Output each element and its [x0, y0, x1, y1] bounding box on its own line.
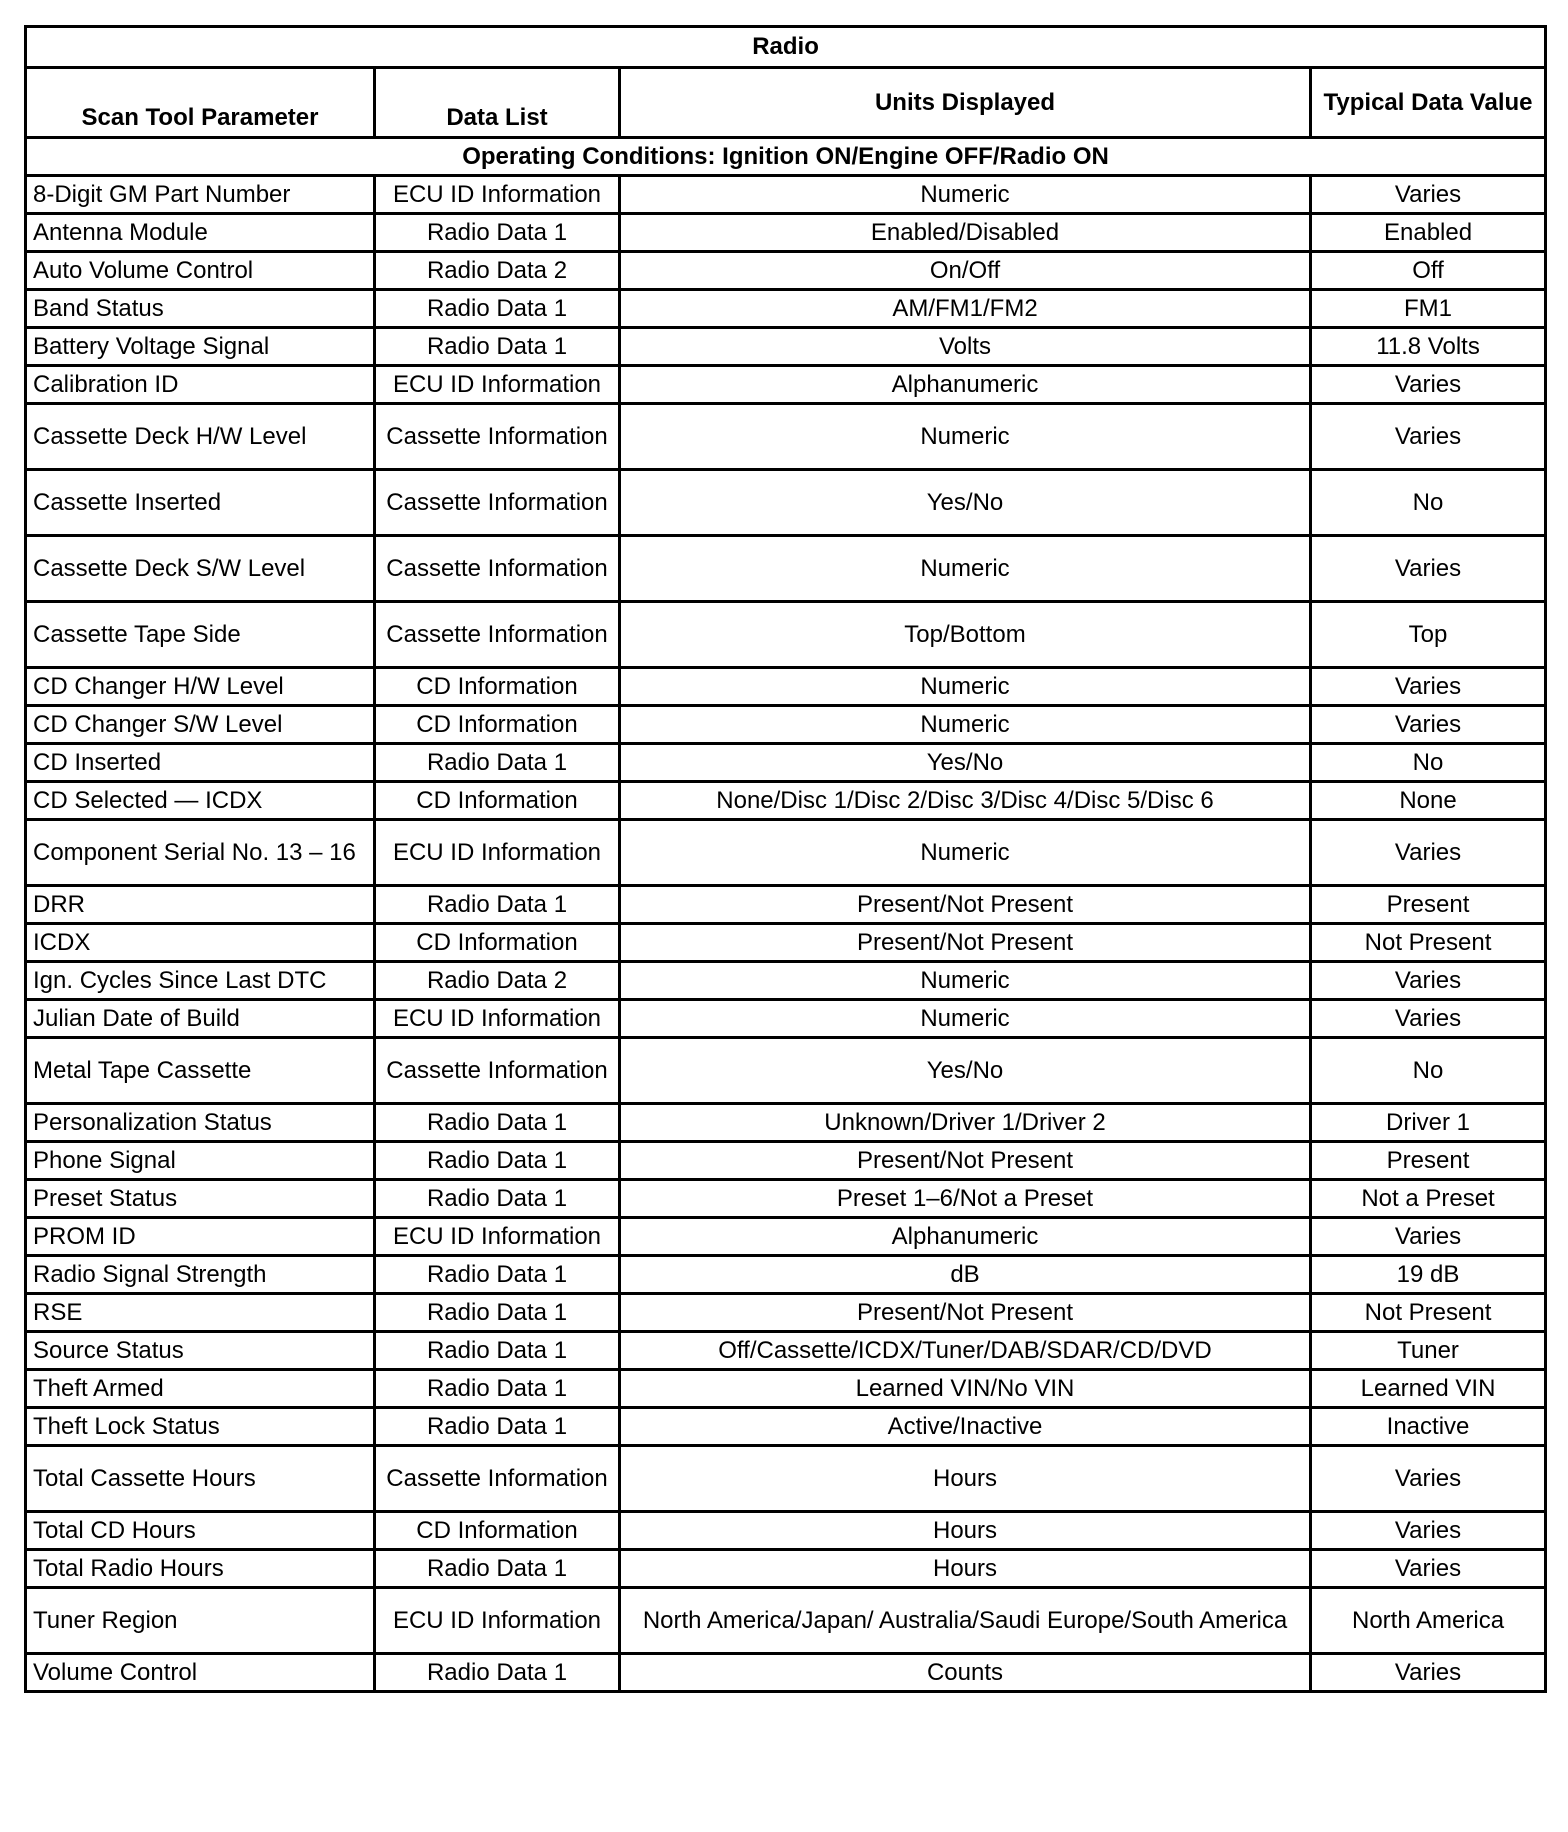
units-cell: Off/Cassette/ICDX/Tuner/DAB/SDAR/CD/DVD	[620, 1332, 1311, 1370]
table-row	[26, 1332, 1546, 1370]
header-typical-data-value: Typical Data Value	[1311, 68, 1546, 138]
table-row	[26, 1446, 1546, 1512]
table-row	[26, 1038, 1546, 1104]
table-row	[26, 290, 1546, 328]
table-row	[26, 404, 1546, 470]
data-list-cell: ECU ID Information	[375, 176, 620, 214]
data-list-cell: Radio Data 1	[375, 1370, 620, 1408]
units-cell: Alphanumeric	[620, 366, 1311, 404]
param-cell: Radio Signal Strength	[26, 1256, 375, 1294]
table-row	[26, 470, 1546, 536]
units-cell: Hours	[620, 1550, 1311, 1588]
data-list-cell: ECU ID Information	[375, 1000, 620, 1038]
table-row	[26, 1218, 1546, 1256]
table-row	[26, 706, 1546, 744]
param-cell: PROM ID	[26, 1218, 375, 1256]
data-list-cell: Cassette Information	[375, 602, 620, 668]
units-cell: dB	[620, 1256, 1311, 1294]
units-cell: Learned VIN/No VIN	[620, 1370, 1311, 1408]
data-list-cell: Radio Data 1	[375, 290, 620, 328]
data-list-cell: Cassette Information	[375, 1038, 620, 1104]
units-cell: Yes/No	[620, 744, 1311, 782]
table-row	[26, 1294, 1546, 1332]
table-row	[26, 1000, 1546, 1038]
typical-value-cell: No	[1311, 1038, 1546, 1104]
radio-data-table	[24, 25, 1547, 1693]
typical-value-cell: Varies	[1311, 366, 1546, 404]
units-cell: On/Off	[620, 252, 1311, 290]
data-list-cell: Radio Data 1	[375, 1180, 620, 1218]
param-cell: Band Status	[26, 290, 375, 328]
typical-value-cell: 19 dB	[1311, 1256, 1546, 1294]
data-list-cell: Cassette Information	[375, 536, 620, 602]
typical-value-cell: Not Present	[1311, 1294, 1546, 1332]
units-cell: AM/FM1/FM2	[620, 290, 1311, 328]
table-row	[26, 1180, 1546, 1218]
units-cell: Top/Bottom	[620, 602, 1311, 668]
data-list-cell: Radio Data 1	[375, 1294, 620, 1332]
param-cell: Metal Tape Cassette	[26, 1038, 375, 1104]
operating-conditions-row: Operating Conditions: Ignition ON/Engine OFF/Radio ON	[26, 138, 1546, 176]
data-list-cell: CD Information	[375, 706, 620, 744]
table-row	[26, 924, 1546, 962]
units-cell: Yes/No	[620, 470, 1311, 536]
data-list-cell: Radio Data 1	[375, 328, 620, 366]
data-list-cell: Cassette Information	[375, 1446, 620, 1512]
table-row	[26, 668, 1546, 706]
param-cell: Tuner Region	[26, 1588, 375, 1654]
data-list-cell: Radio Data 1	[375, 886, 620, 924]
units-cell: Preset 1–6/Not a Preset	[620, 1180, 1311, 1218]
param-cell: Antenna Module	[26, 214, 375, 252]
table-row	[26, 1256, 1546, 1294]
table-row	[26, 252, 1546, 290]
param-cell: Julian Date of Build	[26, 1000, 375, 1038]
units-cell: Numeric	[620, 668, 1311, 706]
typical-value-cell: Present	[1311, 1142, 1546, 1180]
data-list-cell: Radio Data 2	[375, 252, 620, 290]
typical-value-cell: 11.8 Volts	[1311, 328, 1546, 366]
table-row	[26, 1550, 1546, 1588]
table-row	[26, 1104, 1546, 1142]
typical-value-cell: North America	[1311, 1588, 1546, 1654]
typical-value-cell: Varies	[1311, 536, 1546, 602]
data-list-cell: Radio Data 2	[375, 962, 620, 1000]
param-cell: Total CD Hours	[26, 1512, 375, 1550]
table-row	[26, 214, 1546, 252]
typical-value-cell: Tuner	[1311, 1332, 1546, 1370]
table-row	[26, 366, 1546, 404]
data-list-cell: ECU ID Information	[375, 820, 620, 886]
param-cell: Total Radio Hours	[26, 1550, 375, 1588]
table-row	[26, 1654, 1546, 1692]
param-cell: Cassette Tape Side	[26, 602, 375, 668]
param-cell: CD Inserted	[26, 744, 375, 782]
typical-value-cell: Varies	[1311, 404, 1546, 470]
units-cell: Unknown/Driver 1/Driver 2	[620, 1104, 1311, 1142]
param-cell: Ign. Cycles Since Last DTC	[26, 962, 375, 1000]
table-row	[26, 820, 1546, 886]
table-row	[26, 962, 1546, 1000]
param-cell: Cassette Deck H/W Level	[26, 404, 375, 470]
units-cell: Present/Not Present	[620, 886, 1311, 924]
data-list-cell: CD Information	[375, 1512, 620, 1550]
units-cell: Volts	[620, 328, 1311, 366]
param-cell: Source Status	[26, 1332, 375, 1370]
param-cell: Calibration ID	[26, 366, 375, 404]
units-cell: Numeric	[620, 820, 1311, 886]
units-cell: Numeric	[620, 176, 1311, 214]
data-list-cell: Radio Data 1	[375, 1408, 620, 1446]
table-row	[26, 1370, 1546, 1408]
typical-value-cell: Varies	[1311, 1512, 1546, 1550]
units-cell: Present/Not Present	[620, 924, 1311, 962]
data-list-cell: Radio Data 1	[375, 1654, 620, 1692]
param-cell: Personalization Status	[26, 1104, 375, 1142]
param-cell: Total Cassette Hours	[26, 1446, 375, 1512]
data-list-cell: CD Information	[375, 668, 620, 706]
param-cell: Auto Volume Control	[26, 252, 375, 290]
typical-value-cell: Varies	[1311, 668, 1546, 706]
table-row	[26, 1588, 1546, 1654]
units-cell: Numeric	[620, 536, 1311, 602]
table-row	[26, 1408, 1546, 1446]
param-cell: Cassette Inserted	[26, 470, 375, 536]
units-cell: Enabled/Disabled	[620, 214, 1311, 252]
table-row	[26, 886, 1546, 924]
data-list-cell: Radio Data 1	[375, 1332, 620, 1370]
table-row	[26, 782, 1546, 820]
param-cell: ICDX	[26, 924, 375, 962]
typical-value-cell: Varies	[1311, 1550, 1546, 1588]
param-cell: 8-Digit GM Part Number	[26, 176, 375, 214]
param-cell: Theft Lock Status	[26, 1408, 375, 1446]
units-cell: Yes/No	[620, 1038, 1311, 1104]
typical-value-cell: FM1	[1311, 290, 1546, 328]
units-cell: Numeric	[620, 706, 1311, 744]
typical-value-cell: Off	[1311, 252, 1546, 290]
units-cell: Present/Not Present	[620, 1142, 1311, 1180]
units-cell: Alphanumeric	[620, 1218, 1311, 1256]
data-list-cell: Radio Data 1	[375, 1550, 620, 1588]
typical-value-cell: Not Present	[1311, 924, 1546, 962]
header-units-displayed: Units Displayed	[620, 68, 1311, 138]
table-row	[26, 602, 1546, 668]
table-row	[26, 744, 1546, 782]
units-cell: Present/Not Present	[620, 1294, 1311, 1332]
typical-value-cell: No	[1311, 470, 1546, 536]
header-scan-tool-parameter: Scan Tool Parameter	[26, 68, 375, 138]
typical-value-cell: None	[1311, 782, 1546, 820]
typical-value-cell: Present	[1311, 886, 1546, 924]
typical-value-cell: Driver 1	[1311, 1104, 1546, 1142]
units-cell: Hours	[620, 1446, 1311, 1512]
typical-value-cell: Varies	[1311, 706, 1546, 744]
param-cell: Cassette Deck S/W Level	[26, 536, 375, 602]
param-cell: CD Changer H/W Level	[26, 668, 375, 706]
data-list-cell: Radio Data 1	[375, 1256, 620, 1294]
units-cell: Hours	[620, 1512, 1311, 1550]
table-row	[26, 1512, 1546, 1550]
data-list-cell: Radio Data 1	[375, 744, 620, 782]
typical-value-cell: Varies	[1311, 820, 1546, 886]
typical-value-cell: No	[1311, 744, 1546, 782]
data-list-cell: Radio Data 1	[375, 1142, 620, 1180]
param-cell: CD Selected — ICDX	[26, 782, 375, 820]
units-cell: Numeric	[620, 962, 1311, 1000]
table-row	[26, 536, 1546, 602]
typical-value-cell: Varies	[1311, 1654, 1546, 1692]
data-list-cell: Radio Data 1	[375, 1104, 620, 1142]
typical-value-cell: Varies	[1311, 1000, 1546, 1038]
param-cell: Battery Voltage Signal	[26, 328, 375, 366]
param-cell: Preset Status	[26, 1180, 375, 1218]
table-row	[26, 328, 1546, 366]
table-row	[26, 176, 1546, 214]
typical-value-cell: Top	[1311, 602, 1546, 668]
param-cell: Phone Signal	[26, 1142, 375, 1180]
units-cell: None/Disc 1/Disc 2/Disc 3/Disc 4/Disc 5/Disc 6	[620, 782, 1311, 820]
param-cell: Theft Armed	[26, 1370, 375, 1408]
units-cell: North America/Japan/ Australia/Saudi Europe/South America	[620, 1588, 1311, 1654]
data-list-cell: ECU ID Information	[375, 1588, 620, 1654]
typical-value-cell: Inactive	[1311, 1408, 1546, 1446]
data-list-cell: CD Information	[375, 924, 620, 962]
data-list-cell: CD Information	[375, 782, 620, 820]
param-cell: DRR	[26, 886, 375, 924]
param-cell: Volume Control	[26, 1654, 375, 1692]
typical-value-cell: Varies	[1311, 1446, 1546, 1512]
data-list-cell: Cassette Information	[375, 470, 620, 536]
header-data-list: Data List	[375, 68, 620, 138]
units-cell: Numeric	[620, 1000, 1311, 1038]
data-list-cell: Cassette Information	[375, 404, 620, 470]
typical-value-cell: Varies	[1311, 1218, 1546, 1256]
units-cell: Counts	[620, 1654, 1311, 1692]
param-cell: Component Serial No. 13 – 16	[26, 820, 375, 886]
typical-value-cell: Not a Preset	[1311, 1180, 1546, 1218]
table-title: Radio	[26, 27, 1546, 68]
typical-value-cell: Learned VIN	[1311, 1370, 1546, 1408]
table-row	[26, 1142, 1546, 1180]
table-body	[26, 176, 1546, 1692]
typical-value-cell: Varies	[1311, 962, 1546, 1000]
data-list-cell: Radio Data 1	[375, 214, 620, 252]
param-cell: CD Changer S/W Level	[26, 706, 375, 744]
typical-value-cell: Enabled	[1311, 214, 1546, 252]
units-cell: Numeric	[620, 404, 1311, 470]
data-list-cell: ECU ID Information	[375, 366, 620, 404]
data-list-cell: ECU ID Information	[375, 1218, 620, 1256]
typical-value-cell: Varies	[1311, 176, 1546, 214]
param-cell: RSE	[26, 1294, 375, 1332]
units-cell: Active/Inactive	[620, 1408, 1311, 1446]
